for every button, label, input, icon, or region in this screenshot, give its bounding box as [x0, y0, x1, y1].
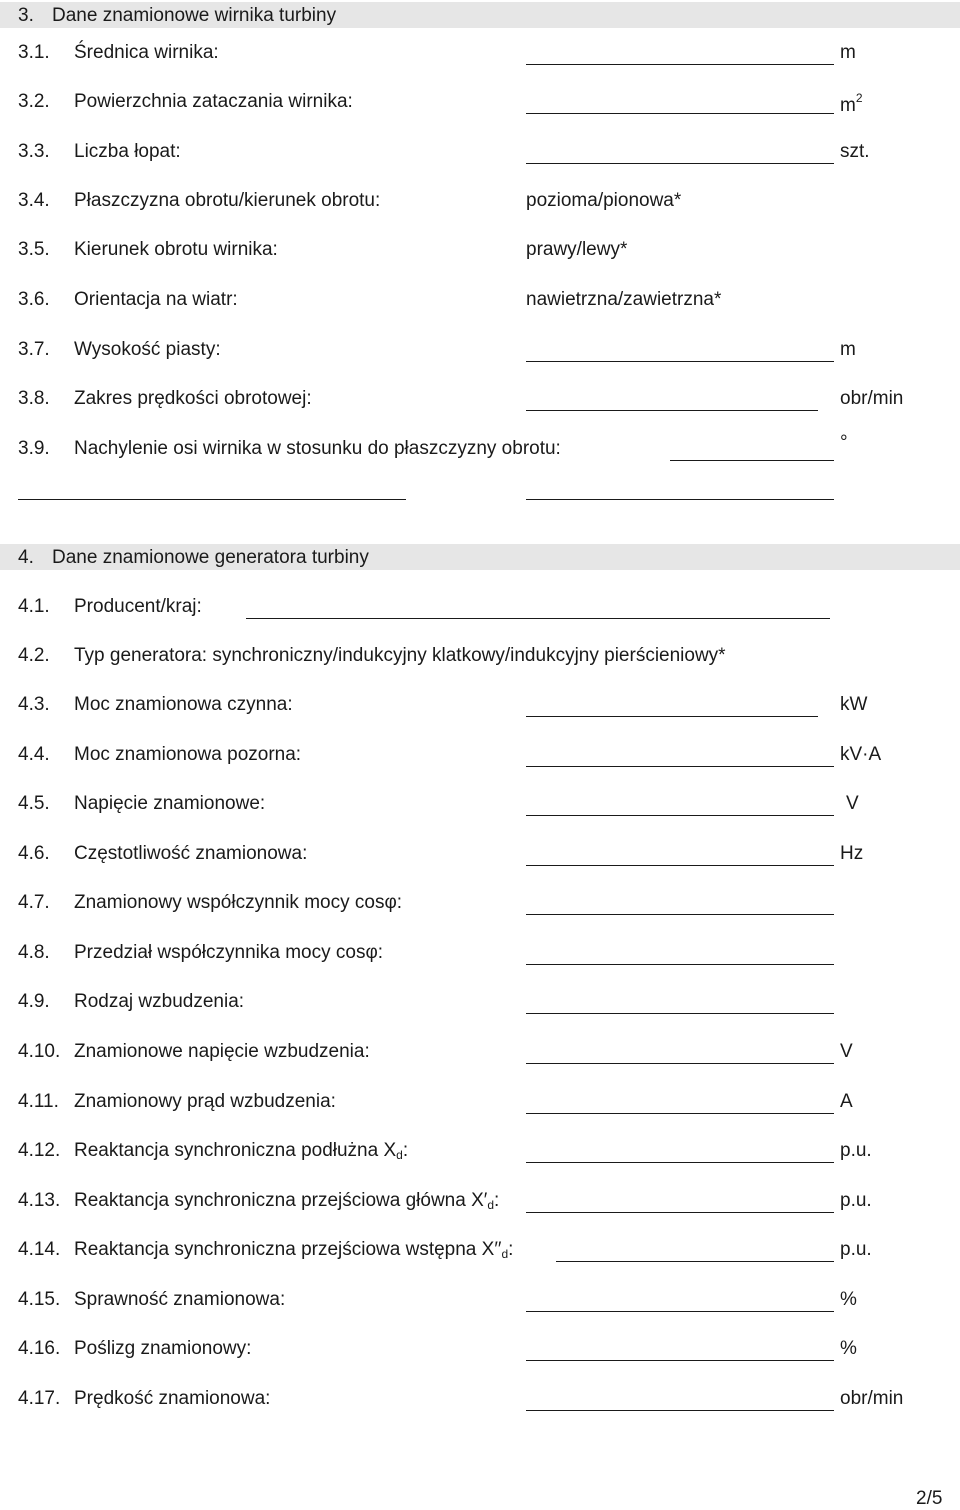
blank-input-line[interactable] [526, 410, 818, 411]
label-text: Reaktancja synchroniczna podłużna X [74, 1140, 397, 1161]
item-label [74, 1190, 499, 1212]
item-unit: % [840, 1338, 857, 1359]
item-label: Nachylenie osi wirnika w stosunku do płaszczyzny obrotu: [74, 438, 561, 459]
field-hub-height [0, 339, 960, 367]
item-number: 4.13. [18, 1190, 61, 1211]
choice-options[interactable]: prawy/lewy* [526, 239, 628, 260]
field-generator-type [0, 645, 960, 673]
item-unit: Hz [840, 843, 864, 864]
item-number: 4.7. [18, 892, 50, 913]
item-unit: A [840, 1091, 853, 1112]
item-label: Przedział współczynnika mocy cosφ: [74, 942, 384, 963]
item-label: Średnica wirnika: [74, 42, 219, 63]
section-4-header [0, 544, 960, 570]
item-label: Znamionowy prąd wzbudzenia: [74, 1091, 336, 1112]
field-power-factor-range [0, 942, 960, 970]
choice-options[interactable]: pozioma/pionowa* [526, 190, 682, 211]
field-rated-efficiency [0, 1289, 960, 1317]
item-unit: obr/min [840, 1388, 904, 1409]
field-axis-tilt [0, 432, 960, 466]
label-subscript: d [487, 1198, 495, 1212]
field-rotor-diameter [0, 42, 960, 70]
item-label: Płaszczyzna obrotu/kierunek obrotu: [74, 190, 381, 211]
label-colon: : [508, 1239, 514, 1260]
blank-input-line[interactable] [526, 914, 834, 915]
blank-input-line[interactable] [526, 1063, 834, 1064]
item-label: Powierzchnia zataczania wirnika: [74, 91, 353, 112]
item-number: 3.3. [18, 141, 50, 162]
item-number: 3.8. [18, 388, 50, 409]
field-rated-frequency [0, 843, 960, 871]
item-number: 4.9. [18, 991, 50, 1012]
item-number: 3.7. [18, 339, 50, 360]
item-label [74, 1239, 513, 1261]
item-unit: kV·A [840, 744, 882, 765]
item-number: 3.6. [18, 289, 50, 310]
section-4-number: 4. [18, 547, 34, 568]
blank-input-line[interactable] [526, 1360, 834, 1361]
item-label: Poślizg znamionowy: [74, 1338, 252, 1359]
item-unit: V [846, 793, 859, 814]
item-number: 4.1. [18, 596, 50, 617]
field-rotation-plane [0, 190, 960, 218]
blank-input-line[interactable] [526, 964, 834, 965]
blank-input-line[interactable] [526, 1212, 834, 1213]
item-unit: obr/min [840, 388, 904, 409]
unit-superscript: 2 [855, 91, 863, 105]
item-label: Wysokość piasty: [74, 339, 221, 360]
item-number: 3.4. [18, 190, 50, 211]
label-subscript: d [501, 1247, 509, 1261]
blank-input-line[interactable] [526, 1311, 834, 1312]
item-number: 4.15. [18, 1289, 61, 1310]
item-unit: V [840, 1041, 853, 1062]
blank-input-line[interactable] [526, 163, 834, 164]
label-subscript: d [396, 1148, 403, 1162]
item-number: 4.6. [18, 843, 50, 864]
field-swept-area [0, 91, 960, 119]
blank-input-line[interactable] [526, 865, 834, 866]
field-producer-country [0, 596, 960, 624]
item-label: Moc znamionowa pozorna: [74, 744, 302, 765]
item-number: 4.17. [18, 1388, 61, 1409]
field-excitation-current [0, 1091, 960, 1119]
field-blade-count [0, 141, 960, 169]
blank-input-line[interactable] [670, 460, 834, 461]
item-number: 4.14. [18, 1239, 61, 1260]
item-unit: m [840, 42, 856, 63]
item-label: Napięcie znamionowe: [74, 793, 266, 814]
item-number: 4.11. [18, 1091, 59, 1112]
item-unit: p.u. [840, 1140, 872, 1161]
item-number: 3.5. [18, 239, 50, 260]
field-excitation-type [0, 991, 960, 1019]
item-unit: p.u. [840, 1190, 872, 1211]
blank-input-line[interactable] [526, 766, 834, 767]
blank-input-line[interactable] [526, 1162, 834, 1163]
item-unit: kW [840, 694, 868, 715]
item-label: Częstotliwość znamionowa: [74, 843, 308, 864]
item-label[interactable]: Typ generatora: synchroniczny/indukcyjny klatkowy/indukcyjny pierścieniowy* [74, 645, 726, 666]
item-number: 4.12. [18, 1140, 61, 1161]
item-label: Znamionowe napięcie wzbudzenia: [74, 1041, 370, 1062]
item-number: 3.2. [18, 91, 50, 112]
section-4-title: Dane znamionowe generatora turbiny [52, 547, 369, 568]
item-number: 4.8. [18, 942, 50, 963]
item-unit: szt. [840, 141, 870, 162]
field-wind-orientation [0, 289, 960, 317]
item-label: Producent/kraj: [74, 596, 202, 617]
field-excitation-voltage [0, 1041, 960, 1069]
item-unit: p.u. [840, 1239, 872, 1260]
field-rotation-direction [0, 239, 960, 267]
blank-input-line-extra-left[interactable] [18, 499, 406, 500]
section-3-header [0, 2, 960, 28]
item-number: 4.4. [18, 744, 50, 765]
item-label: Kierunek obrotu wirnika: [74, 239, 278, 260]
blank-input-line[interactable] [526, 1013, 834, 1014]
degree-unit: ° [840, 432, 848, 453]
item-label: Prędkość znamionowa: [74, 1388, 271, 1409]
label-colon: : [402, 1140, 409, 1161]
blank-input-line[interactable] [526, 716, 818, 717]
field-apparent-power [0, 744, 960, 772]
blank-input-line[interactable] [526, 113, 834, 114]
section-3-title: Dane znamionowe wirnika turbiny [52, 5, 337, 26]
item-number: 4.3. [18, 694, 50, 715]
blank-input-line[interactable] [526, 1410, 834, 1411]
field-transient-reactance [0, 1190, 960, 1218]
item-number: 4.10. [18, 1041, 61, 1062]
blank-input-line[interactable] [246, 618, 830, 619]
item-number: 4.5. [18, 793, 50, 814]
field-subtransient-reactance [0, 1239, 960, 1267]
choice-options[interactable]: nawietrzna/zawietrzna* [526, 289, 722, 310]
field-power-factor [0, 892, 960, 920]
field-rated-speed [0, 1388, 960, 1416]
item-unit [840, 91, 863, 117]
unit-base: m [840, 95, 856, 116]
item-label: Rodzaj wzbudzenia: [74, 991, 245, 1012]
field-active-power [0, 694, 960, 722]
blank-input-line[interactable] [526, 361, 834, 362]
blank-input-line[interactable] [526, 64, 834, 65]
blank-input-line[interactable] [526, 1113, 834, 1114]
item-label: Moc znamionowa czynna: [74, 694, 293, 715]
item-number: 3.9. [18, 438, 50, 459]
item-unit: m [840, 339, 856, 360]
item-unit: % [840, 1289, 857, 1310]
field-rated-voltage [0, 793, 960, 821]
field-synchronous-reactance [0, 1140, 960, 1168]
blank-input-line-extra-right[interactable] [526, 499, 834, 500]
field-rated-slip [0, 1338, 960, 1366]
section-3-number: 3. [18, 5, 34, 26]
item-label: Znamionowy współczynnik mocy cosφ: [74, 892, 403, 913]
field-speed-range [0, 388, 960, 416]
blank-input-line[interactable] [556, 1261, 834, 1262]
label-text: Reaktancja synchroniczna przejściowa główna X′ [74, 1190, 488, 1211]
item-number: 4.16. [18, 1338, 61, 1359]
blank-input-line[interactable] [526, 815, 834, 816]
item-number: 3.1. [18, 42, 50, 63]
item-label: Zakres prędkości obrotowej: [74, 388, 312, 409]
item-label: Liczba łopat: [74, 141, 181, 162]
label-colon: : [494, 1190, 500, 1211]
label-text: Reaktancja synchroniczna przejściowa wstępna X′′ [74, 1239, 502, 1260]
item-label: Sprawność znamionowa: [74, 1289, 286, 1310]
page-number: 2/5 [916, 1488, 943, 1509]
item-label [74, 1140, 408, 1162]
item-label: Orientacja na wiatr: [74, 289, 238, 310]
item-number: 4.2. [18, 645, 50, 666]
